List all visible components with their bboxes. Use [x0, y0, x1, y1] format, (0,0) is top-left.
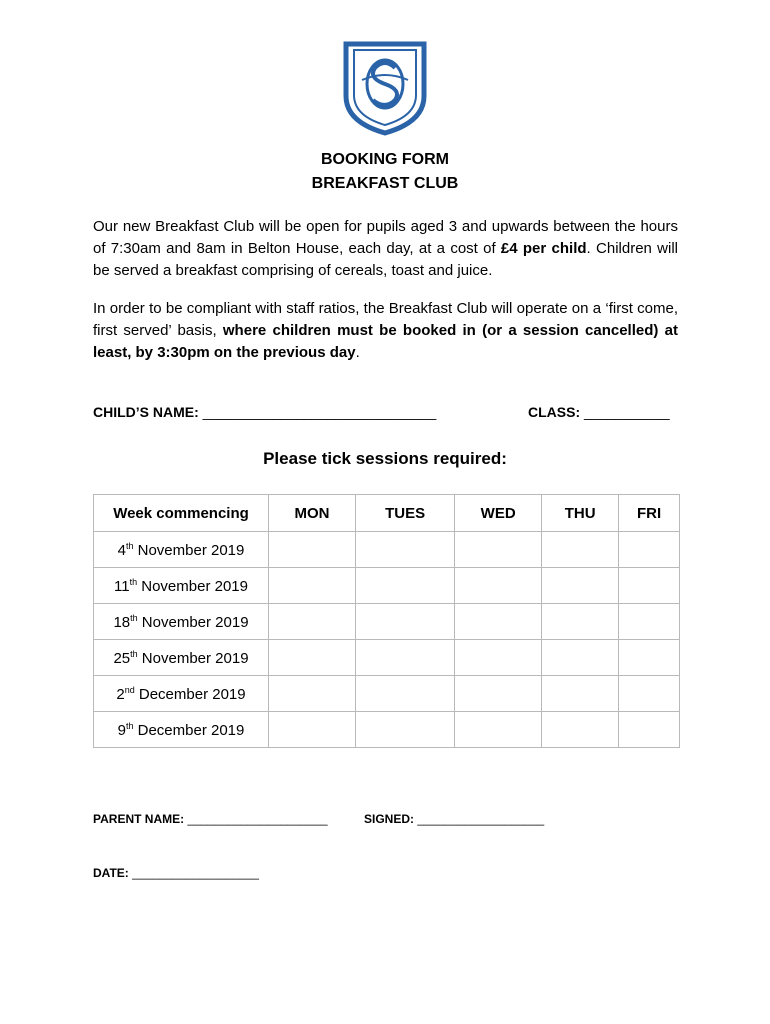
- col-wed: WED: [455, 495, 542, 532]
- week-commencing-cell: [94, 676, 269, 712]
- col-tues: TUES: [356, 495, 455, 532]
- tick-cell-mon[interactable]: [269, 712, 356, 748]
- tick-cell-mon[interactable]: [269, 676, 356, 712]
- week-commencing-cell: [94, 640, 269, 676]
- tick-cell-thu[interactable]: [542, 712, 619, 748]
- table-row: [94, 712, 680, 748]
- intro-text-1: Our new Breakfast Club will be open for pupils aged 3 and upwards between the hours of 7:30am and 8am in Belton House, each day, at a cost of: [93, 218, 678, 257]
- week-day-suffix: th: [125, 540, 134, 551]
- tick-cell-wed[interactable]: [455, 568, 542, 604]
- child-name-label: CHILD’S NAME:: [93, 404, 199, 420]
- table-row: [94, 604, 680, 640]
- week-month-year: November 2019: [137, 649, 249, 667]
- date-line[interactable]: ___________________: [132, 866, 259, 880]
- week-day: 9: [117, 721, 126, 739]
- tick-cell-fri[interactable]: [619, 712, 680, 748]
- col-week-commencing: Week commencing: [94, 495, 269, 532]
- class-label: CLASS:: [528, 404, 581, 420]
- tick-cell-tues[interactable]: [356, 568, 455, 604]
- tick-cell-wed[interactable]: [455, 604, 542, 640]
- tick-cell-thu[interactable]: [542, 604, 619, 640]
- week-commencing-cell: [94, 712, 269, 748]
- week-day-suffix: nd: [124, 684, 135, 695]
- week-month-year: November 2019: [137, 613, 249, 631]
- intro-end-2: .: [355, 344, 360, 361]
- col-mon: MON: [269, 495, 356, 532]
- table-row: [94, 676, 680, 712]
- child-name-line[interactable]: ______________________________: [202, 404, 437, 420]
- table-header-row: [94, 495, 680, 532]
- date-label: DATE:: [93, 866, 129, 880]
- parent-name-field[interactable]: [93, 812, 328, 826]
- week-month-year: November 2019: [133, 541, 245, 559]
- parent-name-label: PARENT NAME:: [93, 812, 185, 826]
- tick-cell-tues[interactable]: [356, 640, 455, 676]
- tick-cell-fri[interactable]: [619, 676, 680, 712]
- week-day-suffix: th: [130, 648, 138, 659]
- tick-cell-wed[interactable]: [455, 676, 542, 712]
- intro-text-1b: Children will be served a breakfast comprising of cereals, toast and juice.: [93, 240, 678, 279]
- tick-cell-wed[interactable]: [455, 640, 542, 676]
- week-commencing-cell: [94, 532, 269, 568]
- tick-cell-mon[interactable]: [269, 640, 356, 676]
- week-day: 11: [114, 577, 130, 595]
- school-crest-logo: [340, 40, 430, 136]
- tick-cell-mon[interactable]: [269, 604, 356, 640]
- table-row: [94, 532, 680, 568]
- tick-cell-mon[interactable]: [269, 568, 356, 604]
- sessions-heading: Please tick sessions required:: [263, 449, 507, 468]
- intro-paragraph-2: [93, 298, 678, 364]
- tick-cell-fri[interactable]: [619, 604, 680, 640]
- table-row: [94, 568, 680, 604]
- date-field[interactable]: [93, 866, 259, 880]
- form-subtitle: BREAKFAST CLUB: [311, 175, 459, 192]
- week-month-year: December 2019: [133, 721, 245, 739]
- form-title: BOOKING FORM: [321, 151, 449, 168]
- signed-label: SIGNED:: [364, 812, 415, 826]
- tick-cell-wed[interactable]: [455, 712, 542, 748]
- price-text: £4 per child: [500, 240, 587, 257]
- week-day: 2: [116, 685, 125, 703]
- col-fri: FRI: [619, 495, 680, 532]
- tick-cell-tues[interactable]: [356, 604, 455, 640]
- col-thu: THU: [542, 495, 619, 532]
- booking-deadline-text: where children must be booked in (or a session cancelled) at least, by 3:30pm on the previous day: [93, 322, 678, 361]
- class-line[interactable]: ___________: [584, 404, 670, 420]
- tick-cell-tues[interactable]: [356, 532, 455, 568]
- tick-cell-fri[interactable]: [619, 532, 680, 568]
- tick-cell-thu[interactable]: [542, 568, 619, 604]
- child-name-field[interactable]: [93, 404, 436, 420]
- week-commencing-cell: [94, 568, 269, 604]
- week-month-year: November 2019: [137, 577, 248, 595]
- week-commencing-cell: [94, 604, 269, 640]
- signed-line[interactable]: ___________________: [417, 812, 545, 826]
- tick-cell-thu[interactable]: [542, 640, 619, 676]
- class-field[interactable]: [528, 404, 670, 420]
- signed-field[interactable]: [364, 812, 544, 826]
- tick-cell-mon[interactable]: [269, 532, 356, 568]
- intro-end-1: .: [586, 240, 591, 257]
- tick-cell-tues[interactable]: [356, 676, 455, 712]
- week-day-suffix: th: [130, 612, 138, 623]
- parent-name-line[interactable]: _____________________: [187, 812, 328, 826]
- tick-cell-thu[interactable]: [542, 532, 619, 568]
- week-day: 25: [113, 649, 131, 667]
- tick-cell-fri[interactable]: [619, 640, 680, 676]
- week-day: 18: [113, 613, 131, 631]
- intro-paragraph-1: [93, 216, 678, 282]
- tick-cell-wed[interactable]: [455, 532, 542, 568]
- tick-cell-tues[interactable]: [356, 712, 455, 748]
- week-day-suffix: th: [129, 576, 138, 587]
- intro-text-2: In order to be compliant with staff ratios, the Breakfast Club will operate on a ‘first come, first served’ basis,: [93, 300, 678, 339]
- week-month-year: December 2019: [134, 685, 246, 703]
- tick-cell-fri[interactable]: [619, 568, 680, 604]
- tick-cell-thu[interactable]: [542, 676, 619, 712]
- week-day: 4: [117, 541, 126, 559]
- sessions-table: [93, 494, 680, 748]
- table-row: [94, 640, 680, 676]
- week-day-suffix: th: [125, 720, 134, 731]
